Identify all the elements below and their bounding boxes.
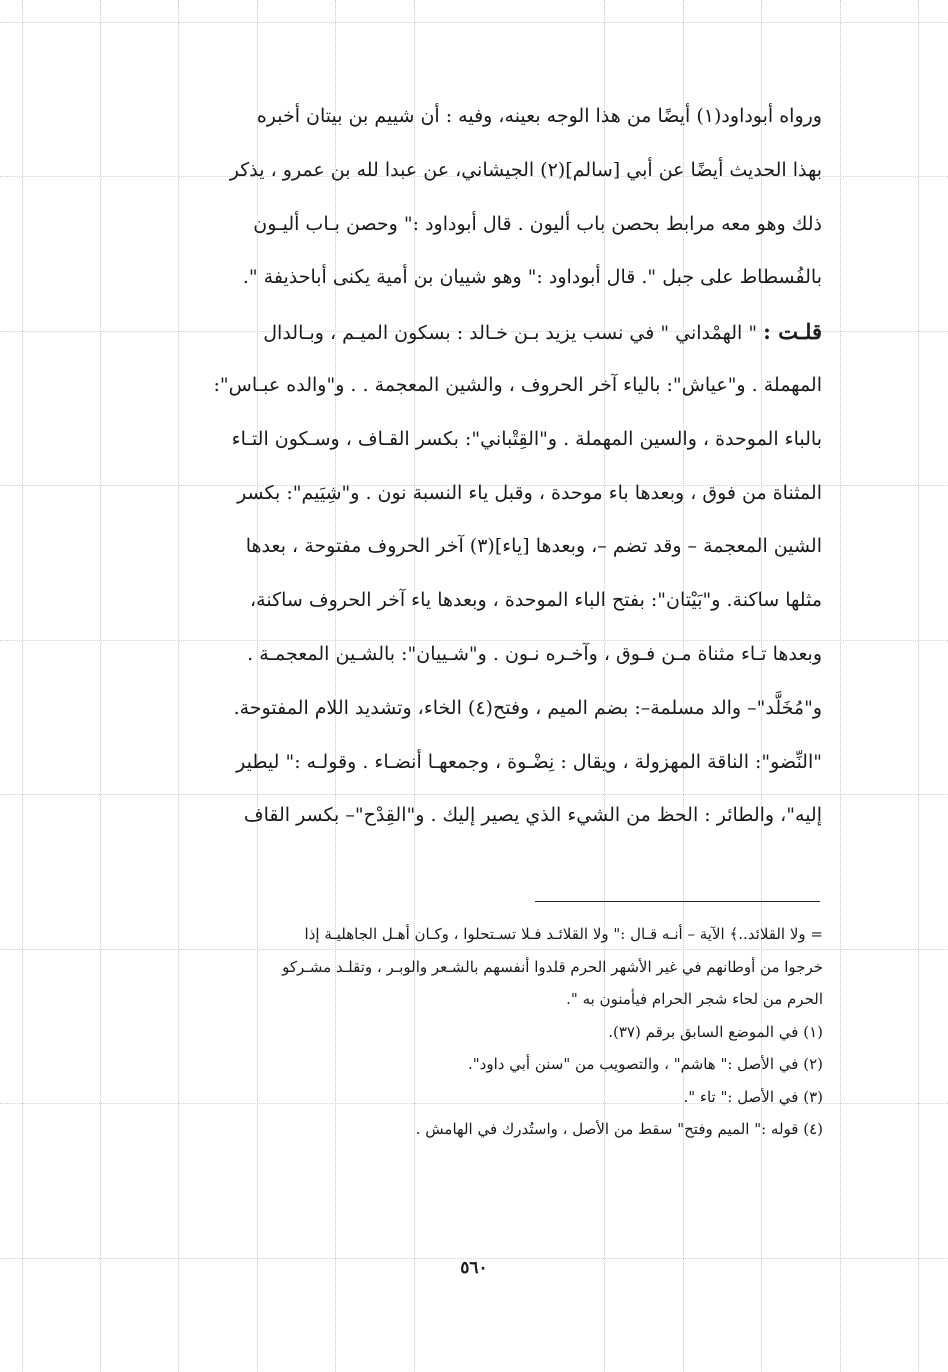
- footnote-line: (٢) في الأصل :" هاشم" ، والتصويب من "سنن أبي داود".: [468, 1055, 823, 1073]
- footnote-line: (٤) قوله :" الميم وفتح" سقط من الأصل ، واستُدرك في الهامش .: [415, 1120, 823, 1138]
- text-line: [96, 305, 822, 359]
- footnote-line: خرجوا من أوطانهم في غير الأشهر الحرم قلدوا أنفسهم بالشـعر والوبـر ، وتقلـد مشـركو: [282, 957, 823, 976]
- text-line: "النِّضو": الناقة المهزولة ، ويقال : نِضْـوة ، وجمعهـا أنضـاء . وقولـه :" ليطير: [236, 750, 822, 773]
- footnotes: [96, 918, 823, 1146]
- text-line: إليه"، والطائر : الحظ من الشيء الذي يصير إليك . و"القِدْح"– بكسر القاف: [243, 804, 822, 827]
- text-line: المهملة . و"عياش": بالياء آخر الحروف ، والشين المعجمة . . و"والده عبـاس":: [213, 373, 822, 396]
- footnote-line: (١) في الموضع السابق برقم (٣٧).: [608, 1022, 823, 1041]
- qult-label: قلـت :: [763, 319, 822, 345]
- text-line: مثلها ساكنة. و"بَيْتان": بفتح الباء الموحدة ، وبعدها ياء آخر الحروف ساكنة،: [250, 589, 822, 612]
- main-text: [96, 90, 822, 843]
- footnote-line: (٣) في الأصل :" تاء ".: [683, 1087, 823, 1106]
- page-number: ٥٦٠: [460, 1258, 488, 1278]
- text-line: بهذا الحديث أيضًا عن أبي [سالم](٢) الجيشاني، عن عبدا لله بن عمرو ، يذكر: [229, 158, 822, 181]
- text-line: و"مُخَلَّد"– والد مسلمة–: بضم الميم ، وفتح(٤) الخاء، وتشديد اللام المفتوحة.: [233, 696, 822, 719]
- text-line: ذلك وهو معه مرابط بحصن باب أليون . قال أبوداود :" وحصن بـاب أليـون: [253, 212, 822, 235]
- footnote-separator: [535, 901, 820, 902]
- footnote-line: = ولا القلائد..﴾ الآية – أنـه قـال :" ولا القلائـد فـلا تسـتحلوا ، وكـان أهـل الجاهليـة إذا: [304, 925, 823, 943]
- text-line: المثناة من فوق ، وبعدها باء موحدة ، وقبل ياء النسبة نون . و"شِيَيم": بكسر: [237, 481, 822, 504]
- text-line: الشين المعجمة – وقد تضم –، وبعدها [ياء](٣) آخر الحروف مفتوحة ، بعدها: [245, 535, 822, 558]
- text-line: بالفُسطاط على جبل ". قال أبوداود :" وهو شييان بن أمية يكنى أباحذيفة ".: [242, 266, 822, 289]
- text-line: وبعدها تـاء مثناة مـن فـوق ، وآخـره نـون . و"شـييان": بالشـين المعجمـة .: [247, 642, 822, 665]
- text-line: بالباء الموحدة ، والسين المهملة . و"القِتْباني": بكسر القـاف ، وسـكون التـاء: [231, 427, 822, 450]
- text-line-content: " الهمْداني " في نسب يزيد بـن خـالد : بسكون الميـم ، وبـالدال: [263, 322, 758, 345]
- footnote-line: الحرم من لحاء شجر الحرام فيأمنون به ".: [566, 990, 823, 1008]
- text-line: ورواه أبوداود(١) أيضًا من هذا الوجه بعينه، وفيه : أن شييم بن بيتان أخبره: [256, 105, 822, 127]
